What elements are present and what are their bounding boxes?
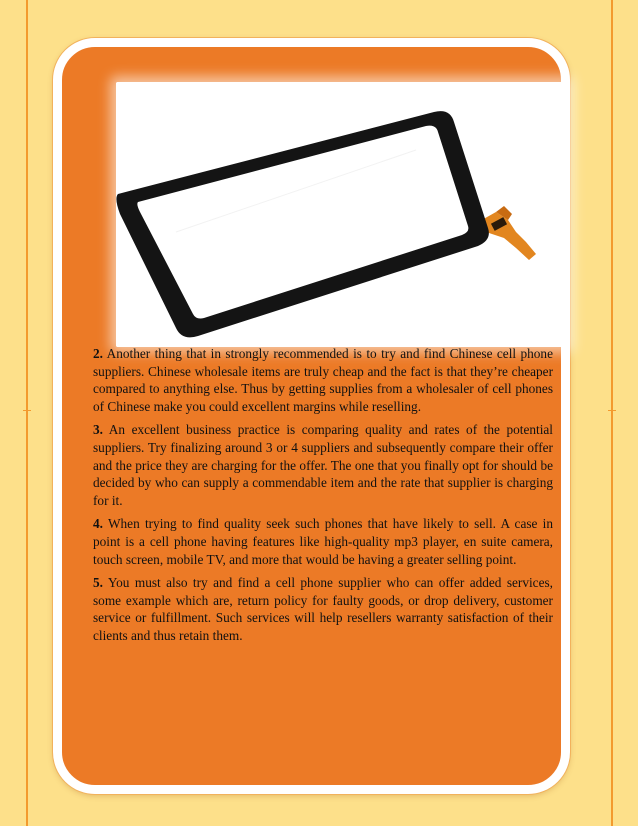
paragraph-5 [93,574,553,644]
paragraph-number: 3. [93,422,103,438]
content-card [53,38,570,794]
tablet-digitizer-image [116,82,568,347]
article-text [93,345,553,651]
right-margin-rule [611,0,613,826]
paragraph-2 [93,345,553,415]
paragraph-number: 2. [93,346,103,361]
paragraph-3 [93,421,553,509]
left-margin-rule [26,0,28,826]
paragraph-number: 5. [93,575,103,591]
paragraph-number: 4. [93,516,103,532]
paragraph-4 [93,515,553,568]
paragraph-body: You must also try and find a cell phone supplier who can offer added services, some example which are, return policy for faulty goods, or drop delivery, customer service or fulfillment. Such services will help resellers warranty satisfaction of their clients and thus retain them. [93,575,553,643]
paragraph-body: Another thing that in strongly recommended is to try and find Chinese cell phone suppliers. Chinese wholesale items are truly cheap and the fact is that they’re cheaper compared to anything else. Thus by getting supplies from a wholesaler of cell phones of Chinese make you could excellent margins while reselling. [93,346,553,414]
tablet-photo [116,82,568,347]
rule-tick [608,410,616,411]
paragraph-body: When trying to find quality seek such phones that have likely to sell. A case in point is a cell phone having features like high-quality mp3 player, en suite camera, touch screen, mobile TV, and more that would be having a greater selling point. [93,516,553,567]
paragraph-body: An excellent business practice is comparing quality and rates of the potential suppliers. Try finalizing around 3 or 4 suppliers and subsequently compare their offer and the price they are charging for the offer. The one that you finally opt for should be decided by who can supply a commendable item and the rate that supplier is charging for it. [93,422,553,508]
rule-tick [23,410,31,411]
